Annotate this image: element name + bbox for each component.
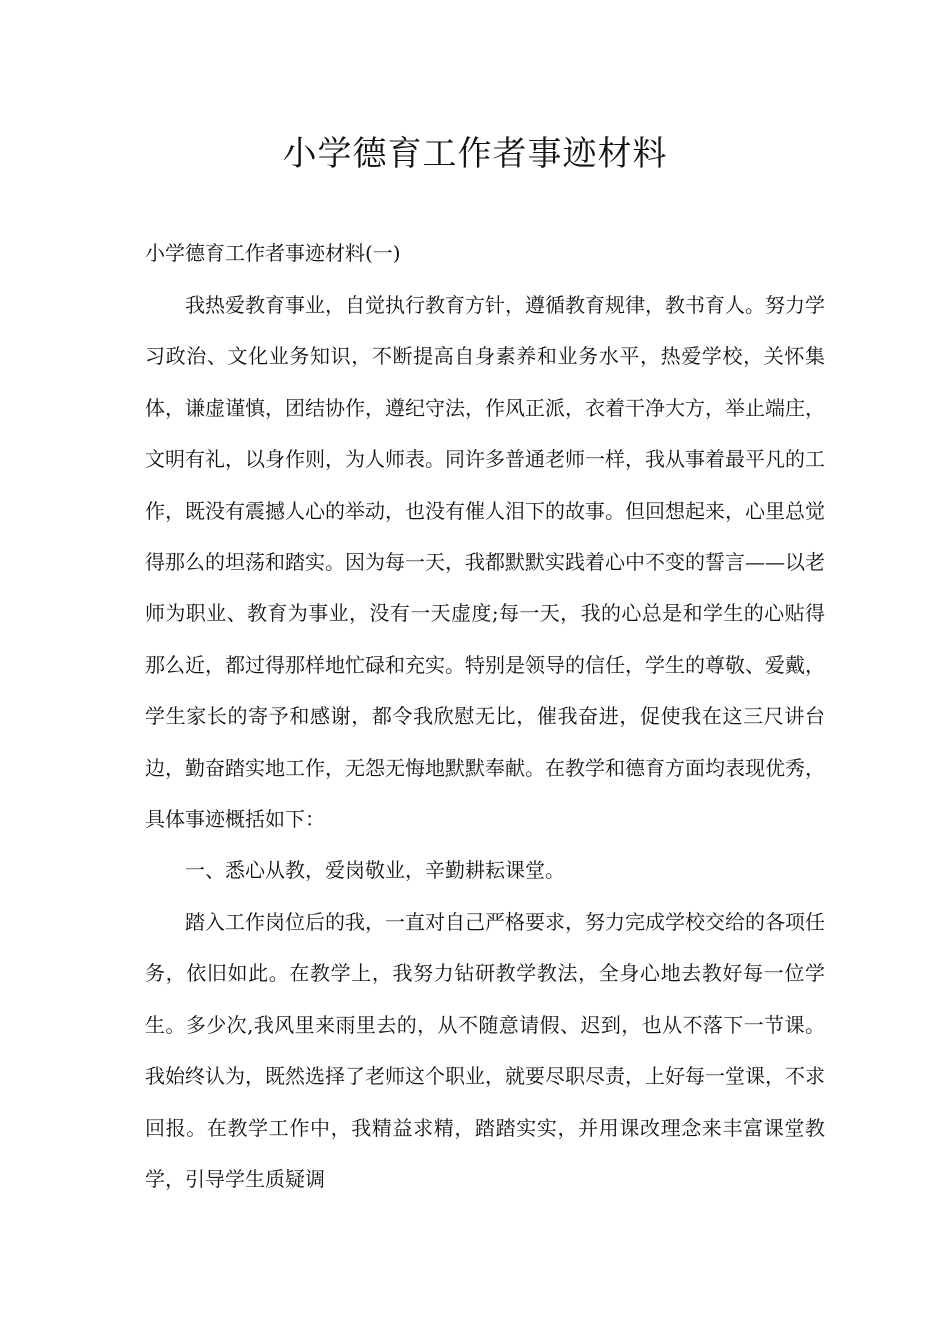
section-subtitle: 小学德育工作者事迹材料(一): [145, 241, 401, 265]
paragraph-intro: 我热爱教育事业，自觉执行教育方针，遵循教育规律，教书育人。努力学习政治、文化业务知识，不断提高自身素养和业务水平，热爱学校，关怀集体，谦虚谨慎，团结协作，遵纪守法，作风正派，衣着干净大方，举止端庄，文明有礼，以身作则，为人师表。同许多普通老师一样，我从事着最平凡的工作，既没有震撼人心的举动，也没有催人泪下的故事。但回想起来，心里总觉得那么的坦荡和踏实。因为每一天，我都默默实践着心中不变的誓言——以老师为职业、教育为事业，没有一天虚度;每一天，我的心总是和学生的心贴得那么近，都过得那样地忙碌和充实。特别是领导的信任，学生的尊敬、爱戴，学生家长的寄予和感谢，都令我欣慰无比，催我奋进，促使我在这三尺讲台边，勤奋踏实地工作，无怨无悔地默默奉献。在教学和德育方面均表现优秀，具体事迹概括如下：: [145, 293, 825, 832]
document-title: 小学德育工作者事迹材料: [282, 134, 668, 174]
document-body: [145, 230, 825, 1205]
paragraph-work: 踏入工作岗位后的我，一直对自己严格要求，努力完成学校交给的各项任务，依旧如此。在教学上，我努力钻研教学教法，全身心地去教好每一位学生。多少次,我风里来雨里去的，从不随意请假、迟到，也从不落下一节课。我始终认为，既然选择了老师这个职业，就要尽职尽责，上好每一堂课，不求回报。在教学工作中，我精益求精，踏踏实实，并用课改理念来丰富课堂教学，引导学生质疑调: [145, 909, 825, 1191]
paragraph-heading-one: 一、悉心从教，爱岗敬业，辛勤耕耘课堂。: [185, 858, 565, 883]
